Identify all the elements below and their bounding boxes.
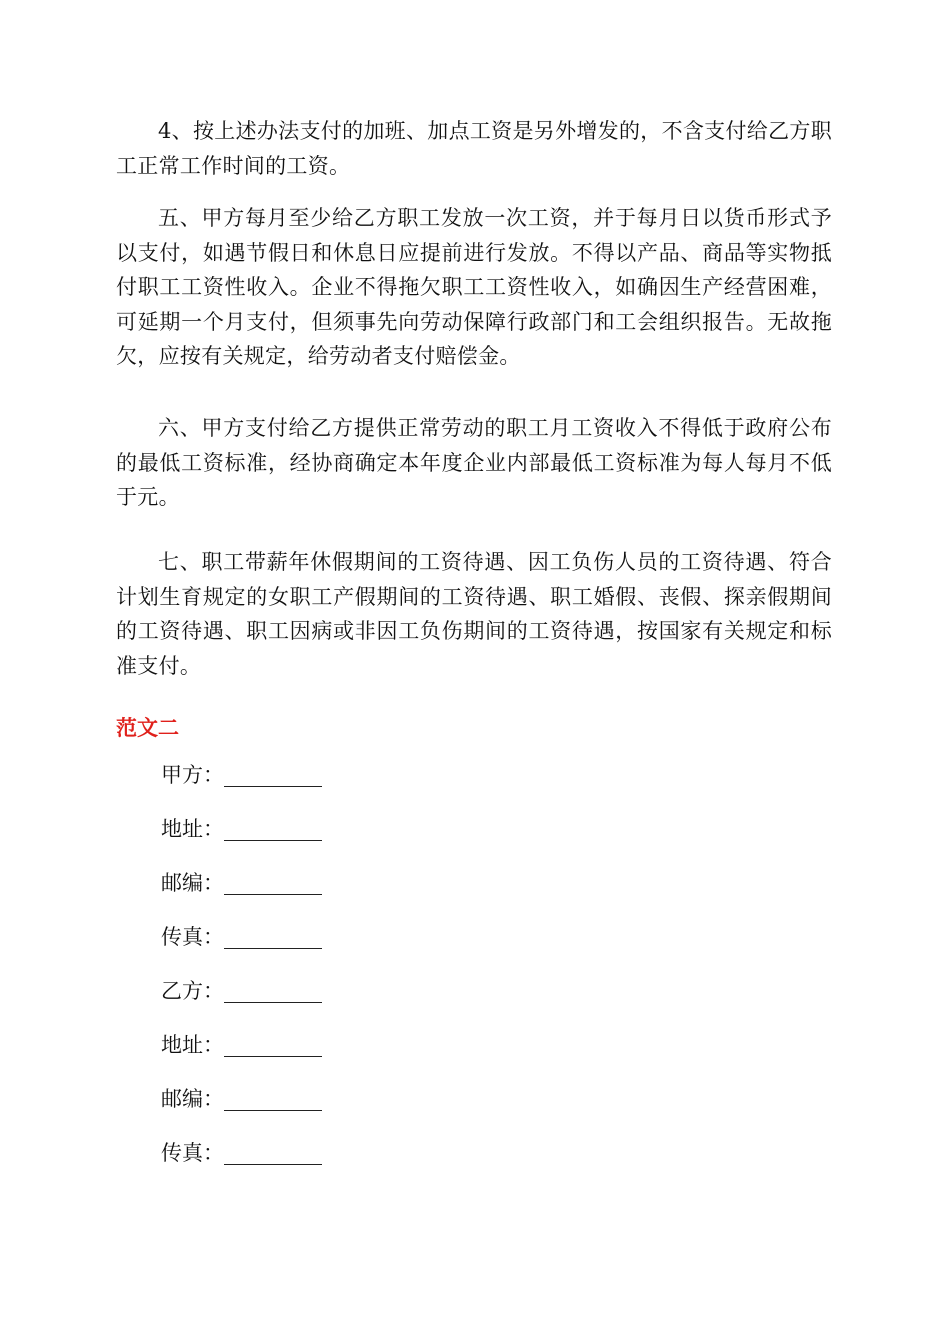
- fill-in-blank: [224, 816, 322, 841]
- field-label: 乙方：: [161, 979, 224, 1003]
- field-label: 传真：: [161, 1141, 224, 1165]
- field-label: 传真：: [161, 925, 224, 949]
- fill-in-blank: [224, 762, 322, 787]
- party-a-address-field: [161, 812, 322, 844]
- field-label: 地址：: [161, 817, 224, 841]
- field-label: 邮编：: [161, 1087, 224, 1111]
- party-a-fax-field: [161, 920, 322, 952]
- field-label: 地址：: [161, 1033, 224, 1057]
- section-heading: 范文二: [116, 716, 179, 740]
- party-a-postcode-field: [161, 866, 322, 898]
- party-b-field: [161, 974, 322, 1006]
- fill-in-blank: [224, 1140, 322, 1165]
- field-label: 邮编：: [161, 871, 224, 895]
- party-b-postcode-field: [161, 1082, 322, 1114]
- paragraph-leave-pay: 七、职工带薪年休假期间的工资待遇、因工负伤人员的工资待遇、符合计划生育规定的女职工产假期间的工资待遇、职工婚假、丧假、探亲假期间的工资待遇、职工因病或非因工负伤期间的工资待遇，按国家有关规定和标准支付。: [116, 550, 832, 678]
- fill-in-blank: [224, 978, 322, 1003]
- field-label: 甲方：: [161, 763, 224, 787]
- fill-in-blank: [224, 870, 322, 895]
- party-b-address-field: [161, 1028, 322, 1060]
- party-a-field: [161, 758, 322, 790]
- fill-in-blank: [224, 1086, 322, 1111]
- paragraph-salary-payment: 五、甲方每月至少给乙方职工发放一次工资，并于每月日以货币形式予以支付，如遇节假日和休息日应提前进行发放。不得以产品、商品等实物抵付职工工资性收入。企业不得拖欠职工工资性收入，如确因生产经营困难，可延期一个月支付，但须事先向劳动保障行政部门和工会组织报告。无故拖欠，应按有关规定，给劳动者支付赔偿金。: [116, 206, 832, 368]
- party-b-fax-field: [161, 1136, 322, 1168]
- fill-in-blank: [224, 924, 322, 949]
- fill-in-blank: [224, 1032, 322, 1057]
- paragraph-overtime-pay: 4、按上述办法支付的加班、加点工资是另外增发的，不含支付给乙方职工正常工作时间的工资。: [116, 119, 832, 178]
- paragraph-minimum-wage: 六、甲方支付给乙方提供正常劳动的职工月工资收入不得低于政府公布的最低工资标准，经协商确定本年度企业内部最低工资标准为每人每月不低于元。: [116, 416, 832, 509]
